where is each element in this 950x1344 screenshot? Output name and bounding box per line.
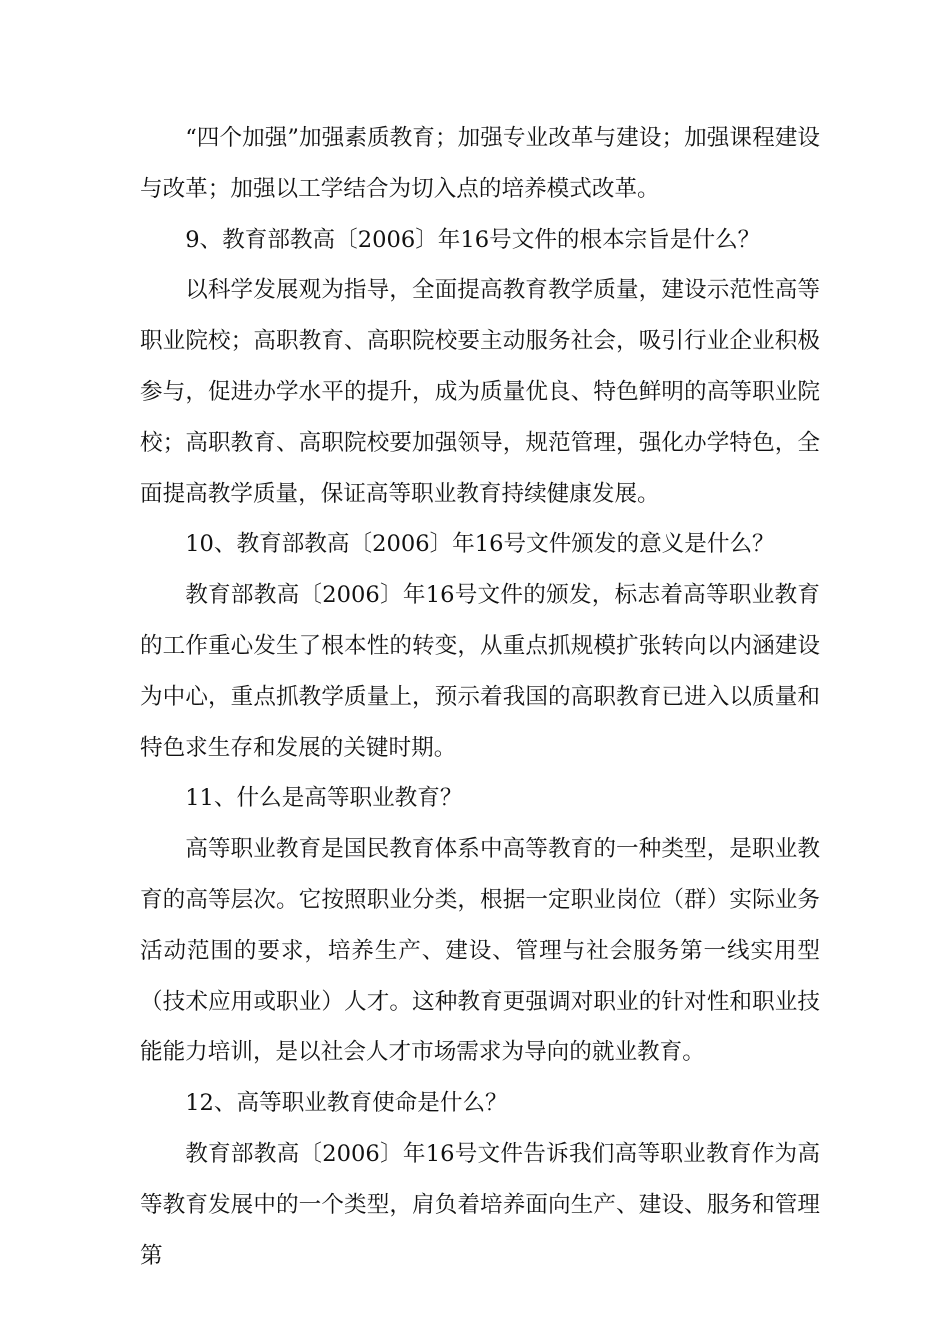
document-body [140,113,820,1281]
paragraph-four-strengthenings: “四个加强”加强素质教育；加强专业改革与建设；加强课程建设与改革；加强以工学结合为切入点的培养模式改革。 [140,125,820,202]
answer-9-paragraph: 以科学发展观为指导，全面提高教育教学质量，建设示范性高等职业院校；高职教育、高职院校要主动服务社会，吸引行业企业积极参与，促进办学水平的提升，成为质量优良、特色鲜明的高等职业院校；高职教育、高职院校要加强领导，规范管理，强化办学特色，全面提高教学质量，保证高等职业教育持续健康发展。 [140,277,820,507]
question-10-heading: 10、教育部教高〔2006〕年16号文件颁发的意义是什么？ [185,531,775,558]
answer-11-paragraph: 高等职业教育是国民教育体系中高等教育的一种类型，是职业教育的高等层次。它按照职业分类，根据一定职业岗位（群）实际业务活动范围的要求，培养生产、建设、管理与社会服务第一线实用型（技术应用或职业）人才。这种教育更强调对职业的针对性和职业技能能力培训，是以社会人才市场需求为导向的就业教育。 [140,836,820,1066]
question-11-heading: 11、什么是高等职业教育？ [185,785,463,812]
question-9-heading: 9、教育部教高〔2006〕年16号文件的根本宗旨是什么？ [185,226,761,253]
question-12-heading: 12、高等职业教育使命是什么？ [185,1090,508,1117]
answer-10-paragraph: 教育部教高〔2006〕年16号文件的颁发，标志着高等职业教育的工作重心发生了根本性的转变，从重点抓规模扩张转向以内涵建设为中心，重点抓教学质量上，预示着我国的高职教育已进入以质量和特色求生存和发展的关键时期。 [140,582,820,761]
answer-12-paragraph: 教育部教高〔2006〕年16号文件告诉我们高等职业教育作为高等教育发展中的一个类型，肩负着培养面向生产、建设、服务和管理第 [140,1140,820,1269]
